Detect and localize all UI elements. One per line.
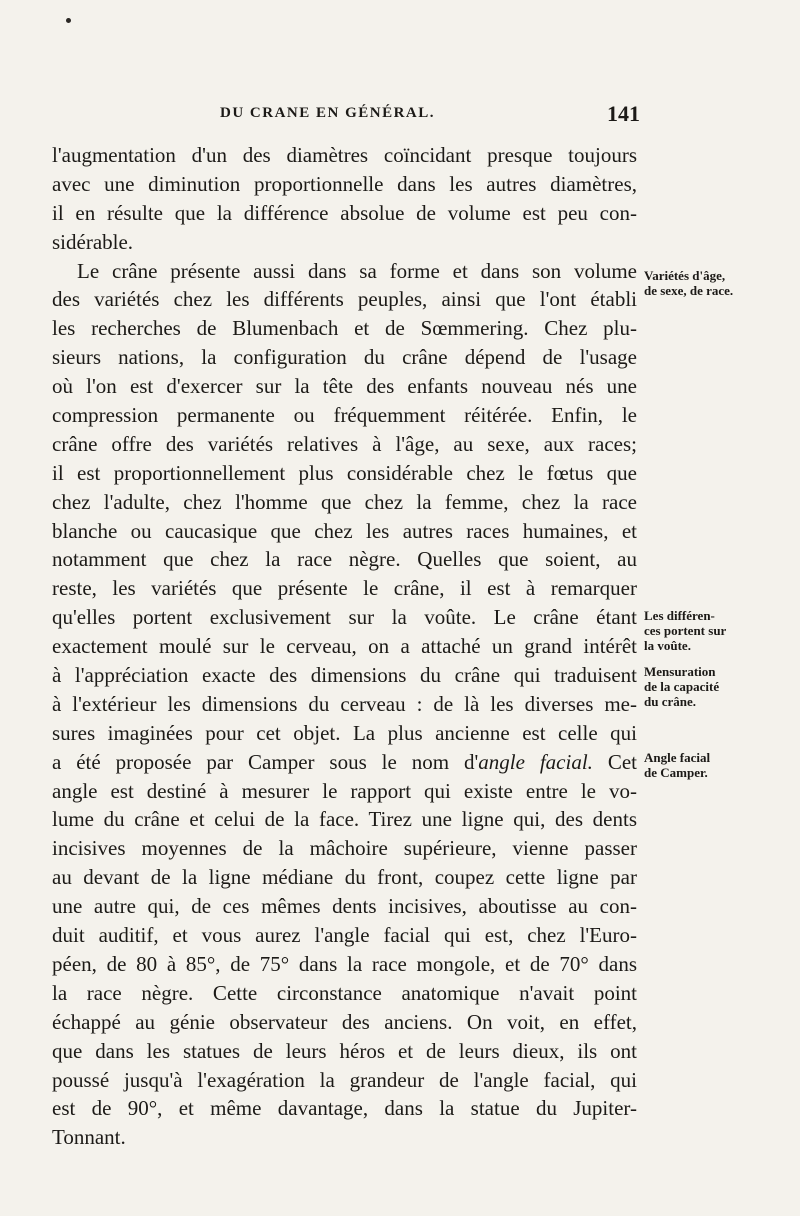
text-line: la race nègre. Cette circonstance anatomique n'avait point bbox=[52, 980, 637, 1005]
margin-note-line: de sexe, de race. bbox=[644, 283, 734, 298]
text-line: sures imaginées pour cet objet. La plus ancienne est celle qui bbox=[52, 720, 637, 745]
margin-note-line: ces portent sur bbox=[644, 623, 727, 638]
margin-note-line: de Camper. bbox=[644, 765, 708, 780]
text-segment: Cet bbox=[592, 749, 637, 774]
text-line: Le crâne présente aussi dans sa forme et dans son volume bbox=[77, 258, 637, 283]
text-line: il est proportionnellement plus considérable chez le fœtus que bbox=[52, 460, 637, 485]
margin-note-measurement bbox=[644, 664, 794, 709]
text-line: des variétés chez les différents peuples, ainsi que l'ont établi bbox=[52, 287, 637, 312]
text-line: compression permanente ou fréquemment réitérée. Enfin, le bbox=[52, 403, 637, 428]
text-line: une autre qui, de ces mêmes dents incisives, aboutisse au con- bbox=[52, 894, 637, 919]
running-title: DU CRANE EN GÉNÉRAL. bbox=[220, 105, 436, 121]
margin-note-line: de la capacité bbox=[644, 679, 720, 694]
text-line: sieurs nations, la configuration du crâne dépend de l'usage bbox=[52, 345, 637, 370]
text-line: les recherches de Blumenbach et de Sœmmering. Chez plu- bbox=[52, 316, 637, 341]
text-line: sidérable. bbox=[52, 229, 134, 254]
text-line: à l'extérieur les dimensions du cerveau : de là les diverses me- bbox=[52, 691, 637, 716]
text-line bbox=[52, 748, 637, 777]
text-line: l'augmentation d'un des diamètres coïncidant presque toujours bbox=[52, 143, 637, 167]
margin-note-line: Variétés d'âge, bbox=[644, 268, 726, 283]
text-line: au devant de la ligne médiane du front, coupez cette ligne par bbox=[52, 865, 637, 890]
margin-note-line: du crâne. bbox=[644, 694, 696, 709]
text-line: exactement moulé sur le cerveau, on a attaché un grand intérêt bbox=[52, 634, 637, 659]
margin-note-line: la voûte. bbox=[644, 638, 691, 653]
margin-note-variations bbox=[644, 268, 794, 298]
margin-note-line: Les différen- bbox=[644, 608, 715, 623]
text-line: notamment que chez la race nègre. Quelles que soient, au bbox=[52, 547, 637, 572]
text-line: que dans les statues de leurs héros et de leurs dieux, ils ont bbox=[52, 1038, 637, 1063]
text-line: à l'appréciation exacte des dimensions du crâne qui traduisent bbox=[52, 663, 637, 688]
text-line: qu'elles portent exclusivement sur la voûte. Le crâne étant bbox=[52, 605, 637, 630]
text-line: chez l'adulte, chez l'homme que chez la femme, chez la race bbox=[52, 489, 637, 514]
text-line: est de 90°, et même davantage, dans la statue du Jupiter- bbox=[52, 1096, 637, 1121]
text-line: Tonnant. bbox=[52, 1125, 126, 1150]
text-line: péen, de 80 à 85°, de 75° dans la race mongole, et de 70° dans bbox=[52, 951, 637, 976]
text-line: angle est destiné à mesurer le rapport qui existe entre le vo- bbox=[52, 778, 637, 803]
text-line: incisives moyennes de la mâchoire supérieure, vienne passer bbox=[52, 836, 637, 861]
text-line: échappé au génie observateur des anciens. On voit, en effet, bbox=[52, 1009, 637, 1034]
text-line: avec une diminution proportionnelle dans les autres diamètres, bbox=[52, 171, 637, 196]
text-line: crâne offre des variétés relatives à l'âge, au sexe, aux races; bbox=[52, 431, 637, 456]
text-line: poussé jusqu'à l'exagération la grandeur de l'angle facial, qui bbox=[52, 1067, 637, 1092]
margin-note-line: Mensuration bbox=[644, 664, 716, 679]
text-line: duit auditif, et vous aurez l'angle facial qui est, chez l'Euro- bbox=[52, 923, 637, 948]
margin-note-camper bbox=[644, 750, 794, 780]
body-text bbox=[52, 141, 637, 1152]
margin-note-line: Angle facial bbox=[644, 750, 711, 765]
page-header bbox=[220, 101, 640, 131]
text-line: il en résulte que la différence absolue de volume est peu con- bbox=[52, 200, 637, 225]
text-line: blanche ou caucasique que chez les autres races humaines, et bbox=[52, 518, 637, 543]
text-line: lume du crâne et celui de la face. Tirez une ligne qui, des dents bbox=[52, 807, 637, 832]
italic-term: angle facial. bbox=[478, 749, 593, 774]
text-segment: a été proposée par Camper sous le nom d' bbox=[52, 749, 479, 774]
ink-speck bbox=[66, 18, 71, 23]
text-line: reste, les variétés que présente le crâne, il est à remarquer bbox=[52, 576, 637, 601]
text-line: où l'on est d'exercer sur la tête des enfants nouveau nés une bbox=[52, 374, 637, 399]
page-number: 141 bbox=[607, 101, 640, 126]
margin-note-vault bbox=[644, 608, 794, 653]
